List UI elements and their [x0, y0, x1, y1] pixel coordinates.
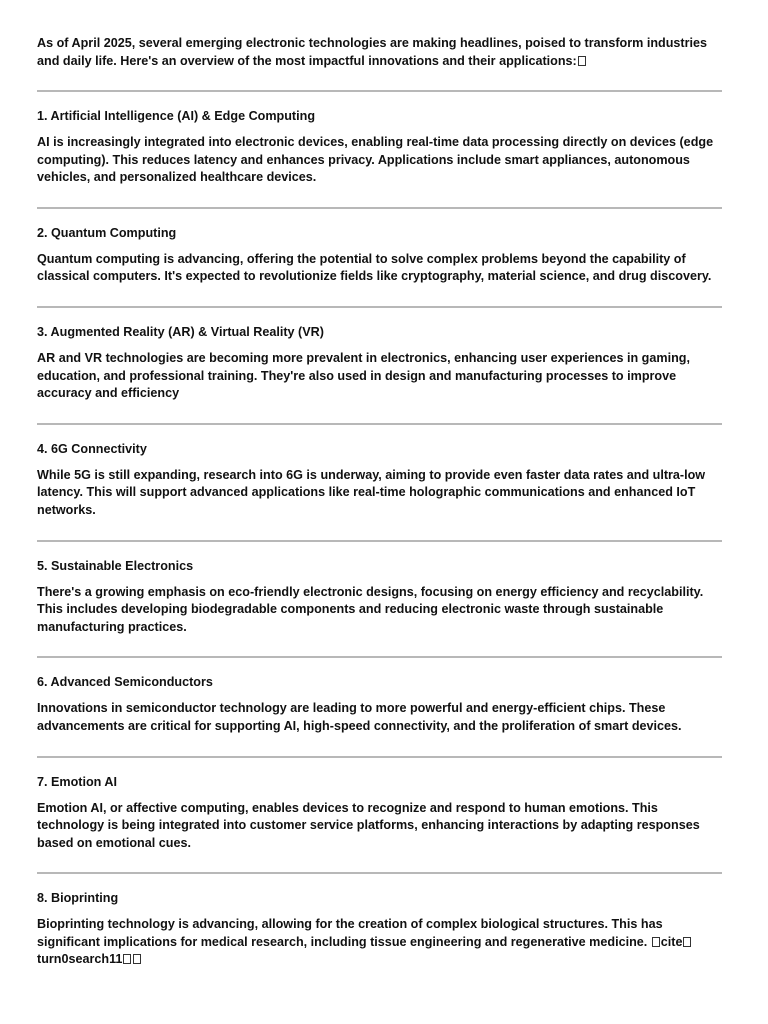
section-title: 5. Sustainable Electronics: [37, 558, 194, 573]
section-title: 1. Artificial Intelligence (AI) & Edge Computing: [37, 109, 316, 123]
section-body: [37, 916, 722, 969]
section-title: 3. Augmented Reality (AR) & Virtual Reality (VR): [37, 324, 324, 339]
divider: [37, 872, 722, 874]
citation-marker: cite: [660, 934, 683, 949]
missing-glyph-icon: [652, 937, 660, 947]
section-body: Quantum computing is advancing, offering the potential to solve complex problems beyond the capability of classical computers. It's expected to revolutionize fields like cryptography, material science, and drug discovery.: [37, 251, 712, 284]
section-body: There's a growing emphasis on eco-friendly electronic designs, focusing on energy efficiency and recyclability. This includes developing biodegradable components and reducing electronic waste through sustainable manufacturing practices.: [37, 584, 704, 634]
section-bioprinting: [37, 889, 722, 969]
section-ai-edge: [37, 107, 722, 187]
section-body: While 5G is still expanding, research into 6G is underway, aiming to provide even faster data rates and ultra-low latency. This will support advanced applications like real-time holographic communications and enhanced IoT networks.: [37, 467, 706, 517]
divider: [37, 207, 722, 209]
intro-text: As of April 2025, several emerging electronic technologies are making headlines, poised to transform industries and daily life. Here's an overview of the most impactful innovations and their applications:: [37, 36, 708, 68]
divider: [37, 540, 722, 542]
citation-ref: turn0search11: [37, 952, 123, 967]
missing-glyph-icon: [133, 954, 141, 964]
section-title: 8. Bioprinting: [37, 891, 119, 906]
section-ar-vr: [37, 323, 722, 403]
section-body: AR and VR technologies are becoming more prevalent in electronics, enhancing user experiences in gaming, education, and professional training. They're also used in design and manufacturing processes to improve accuracy and efficiency: [37, 350, 690, 401]
section-quantum: [37, 224, 722, 286]
section-title: 6. Advanced Semiconductors: [37, 675, 213, 690]
section-title: 2. Quantum Computing: [37, 225, 177, 240]
divider: [37, 756, 722, 758]
section-body: Innovations in semiconductor technology are leading to more powerful and energy-efficient chips. These advancements are critical for supporting AI, high-speed connectivity, and the proliferation of smart devices.: [37, 701, 682, 733]
section-6g: [37, 440, 722, 520]
section-emotion-ai: [37, 773, 722, 853]
section-sustainable: [37, 557, 722, 637]
divider: [37, 90, 722, 92]
section-body: AI is increasingly integrated into electronic devices, enabling real-time data processing directly on devices (edge computing). This reduces latency and enhances privacy. Applications include smart appliances, autonomous vehicles, and personalized healthcare devices.: [37, 135, 714, 185]
section-semiconductors: [37, 673, 722, 735]
divider: [37, 656, 722, 658]
section-title: 4. 6G Connectivity: [37, 441, 147, 456]
missing-glyph-icon: [578, 56, 586, 66]
divider: [37, 423, 722, 425]
intro-paragraph: [37, 34, 722, 70]
section-body: Emotion AI, or affective computing, enables devices to recognize and respond to human emotions. This technology is being integrated into customer service platforms, enhancing interactions by adapting responses based on emotional cues.: [37, 800, 700, 850]
section-title: 7. Emotion AI: [37, 774, 117, 789]
missing-glyph-icon: [683, 937, 691, 947]
section-body-text: Bioprinting technology is advancing, allowing for the creation of complex biological structures. This has significant implications for medical research, including tissue engineering and regenerative medicine.: [37, 917, 663, 949]
missing-glyph-icon: [123, 954, 131, 964]
divider: [37, 306, 722, 308]
